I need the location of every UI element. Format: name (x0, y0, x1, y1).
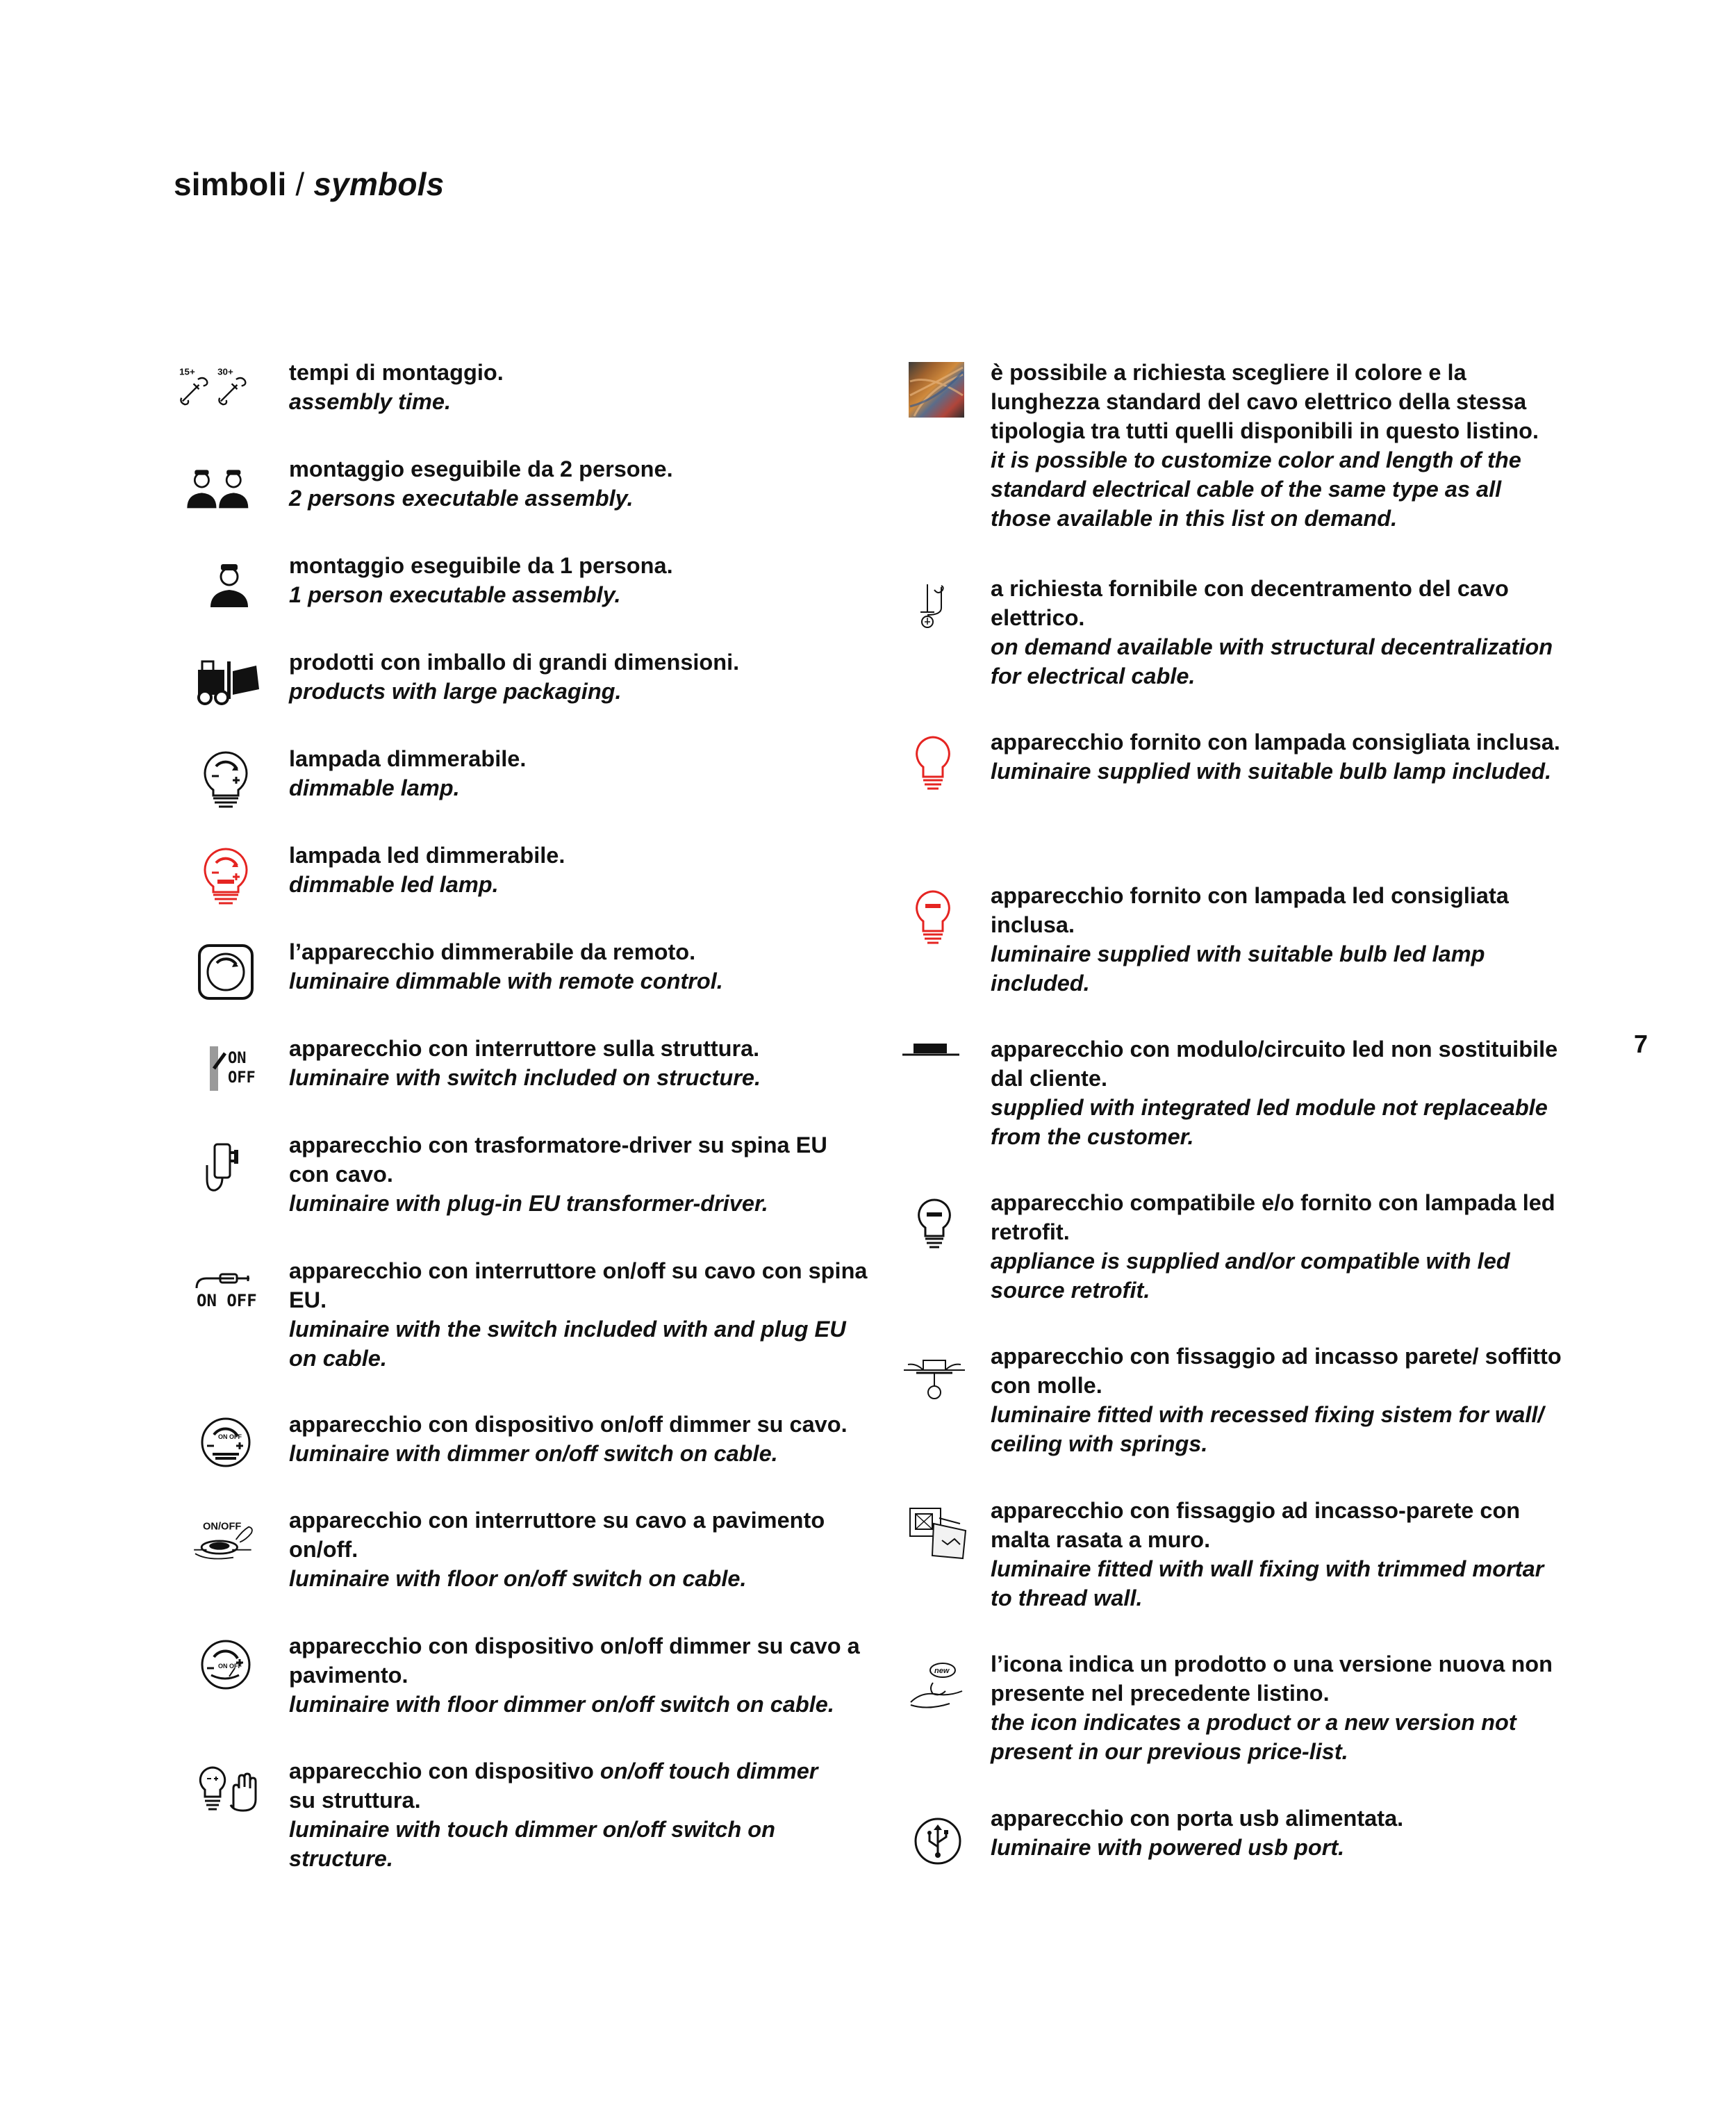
legend-item: apparecchio fornito con lampada consigliata inclusa. luminaire supplied with suitable bulb lamp included. (991, 730, 1560, 784)
plug-transformer-icon (188, 1132, 264, 1202)
cable-color-swatch-icon (898, 355, 975, 425)
svg-text:ON OFF: ON OFF (197, 1291, 257, 1310)
cable-dimmer-icon (188, 1408, 264, 1477)
usb-port-icon (900, 1806, 976, 1876)
legend-item: prodotti con imballo di grandi dimensioni. products with large packaging. (289, 650, 740, 704)
legend-item: l’apparecchio dimmerabile da remoto. luminaire dimmable with remote control. (289, 939, 723, 994)
legend-item: montaggio eseguibile da 2 persone. 2 persons executable assembly. (289, 456, 673, 511)
legend-item: è possibile a richiesta scegliere il colore e la lunghezza standard del cavo elettrico della stessa tipologia tra tutti quelli disponibili in questo listino. it is possible to customize color and length of the standard electrical cable of the same type as all those available in this list on demand. (991, 360, 1539, 531)
new-product-icon (898, 1654, 974, 1723)
touch-dimmer-icon (191, 1755, 267, 1824)
legend-item: lampada dimmerabile. dimmable lamp. (289, 746, 527, 800)
legend-item: apparecchio con dispositivo on/off dimmer su cavo a pavimento. luminaire with floor dimmer on/off switch on cable. (289, 1633, 860, 1717)
bulb-included-icon (895, 730, 971, 799)
svg-text:15+: 15+ (179, 366, 195, 377)
page-title: simboli / symbols (174, 166, 445, 202)
assembly-time-icon (177, 352, 254, 422)
floor-switch-icon (188, 1505, 264, 1574)
wall-mortar-icon (896, 1499, 979, 1569)
legend-item: apparecchio con interruttore su cavo a pavimento on/off. luminaire with floor on/off switch on cable. (289, 1508, 825, 1591)
svg-text:ON: ON (228, 1050, 247, 1067)
svg-text:ON OFF: ON OFF (218, 1663, 242, 1670)
legend-item: a richiesta fornibile con decentramento del cavo elettrico. on demand available with structural decentralization for electrical cable. (991, 576, 1553, 689)
led-retrofit-icon (896, 1191, 973, 1260)
legend-item: montaggio eseguibile da 1 persona. 1 person executable assembly. (289, 553, 673, 607)
legend-item: apparecchio compatibile e/o fornito con lampada led retrofit. appliance is supplied and/or compatible with led source retrofit. (991, 1190, 1555, 1303)
decentralized-cable-icon (893, 577, 969, 646)
svg-text:30+: 30+ (217, 366, 233, 377)
legend-item: apparecchio con porta usb alimentata. luminaire with powered usb port. (991, 1806, 1404, 1860)
legend-item: apparecchio fornito con lampada led consigliata inclusa. luminaire supplied with suitable bulb led lamp included. (991, 883, 1509, 996)
structure-switch-icon (188, 1034, 264, 1103)
recessed-springs-icon (893, 1346, 976, 1416)
legend-item: apparecchio con dispositivo on/off touch dimmer su struttura. luminaire with touch dimmer on/off switch on structure. (289, 1758, 818, 1871)
page-number: 7 (1634, 1030, 1648, 1058)
two-persons-icon (182, 453, 258, 522)
legend-item: apparecchio con modulo/circuito led non sostituibile dal cliente. supplied with integrated led module not replaceable from the customer. (991, 1037, 1558, 1149)
integrated-led-module-icon (896, 1016, 966, 1085)
svg-text:ON/OFF: ON/OFF (203, 1521, 242, 1533)
floor-dimmer-icon (188, 1630, 264, 1699)
legend-item: apparecchio con interruttore sulla struttura. luminaire with switch included on structure. (289, 1036, 761, 1090)
forklift-icon (189, 646, 265, 716)
svg-text:OFF: OFF (228, 1069, 256, 1087)
svg-text:new: new (934, 1667, 950, 1675)
remote-dimmer-icon (188, 937, 264, 1007)
dimmable-bulb-icon (188, 745, 264, 814)
legend-item: apparecchio con dispositivo on/off dimmer su cavo. luminaire with dimmer on/off switch on cable. (289, 1412, 848, 1466)
legend-item: apparecchio con fissaggio ad incasso-parete con malta rasata a muro. luminaire fitted with wall fixing with trimmed mortar to thread wall. (991, 1498, 1544, 1610)
legend-item: tempi di montaggio. assembly time. (289, 360, 504, 414)
legend-item: lampada led dimmerabile. dimmable led lamp. (289, 843, 565, 897)
legend-item: l’icona indica un prodotto o una versione nuova non presente nel precedente listino. the icon indicates a product or a new version not present in our previous price-list. (991, 1651, 1553, 1764)
led-bulb-included-icon (895, 884, 971, 953)
svg-text:ON OFF: ON OFF (218, 1433, 242, 1440)
legend-item: apparecchio con trasformatore-driver su spina EU con cavo. luminaire with plug-in EU transformer-driver. (289, 1132, 827, 1216)
one-person-icon (191, 550, 267, 620)
dimmable-led-bulb-icon (188, 841, 264, 911)
legend-item: apparecchio con interruttore on/off su cavo con spina EU. luminaire with the switch included with and plug EU on cable. (289, 1258, 868, 1371)
legend-item: apparecchio con fissaggio ad incasso parete/ soffitto con molle. luminaire fitted with recessed fixing sistem for wall/ ceiling with springs. (991, 1344, 1562, 1456)
cable-switch-icon (186, 1255, 263, 1324)
